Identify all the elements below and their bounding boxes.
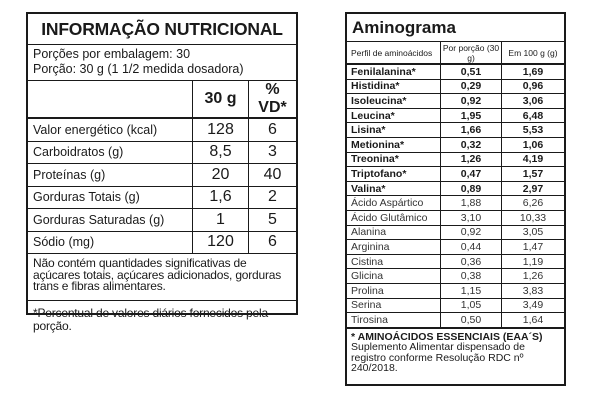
aminogram-panel [345,12,566,386]
nutrient-amount: 120 [193,231,249,254]
aminoacid-row [347,64,564,79]
nutrition-row [28,141,296,164]
aminoacid-name: Tirosina [347,313,441,328]
aminoacid-per100g: 1,19 [502,254,565,269]
nutrient-vd: 3 [249,141,297,164]
servings-per-package: Porções por embalagem: 30 [33,47,191,61]
header-blank [28,81,193,118]
aminoacid-per100g: 2,97 [502,181,565,196]
registration-footnote: Suplemento Alimentar dispensado de registro conforme Resolução RDC nº 240/2018. [351,341,525,375]
aminoacid-per100g: 1,57 [502,167,565,182]
aminoacid-portion: 0,36 [441,254,502,269]
aminoacid-name: Lisina* [347,123,441,138]
vd-note: *Percentual de valores diários fornecidos pela porção. [33,306,268,333]
aminoacid-row [347,298,564,313]
aminoacid-per100g: 1,26 [502,269,565,284]
aminoacid-portion: 0,92 [441,94,502,109]
nutrient-label: Sódio (mg) [28,231,193,254]
aminoacid-portion: 0,50 [441,313,502,328]
aminoacid-name: Leucina* [347,108,441,123]
aminoacid-row [347,240,564,255]
header-profile: Perfil de aminoácidos [347,42,441,64]
aminoacid-row [347,313,564,328]
nutrient-vd: 2 [249,186,297,209]
aminoacid-portion: 0,32 [441,137,502,152]
header-amount: 30 g [193,81,249,118]
nutrition-row [28,231,296,254]
aminoacid-name: Ácido Aspártico [347,196,441,211]
aminoacid-name: Serina [347,298,441,313]
aminoacid-per100g: 10,33 [502,210,565,225]
aminoacid-portion: 1,05 [441,298,502,313]
aminoacid-portion: 1,88 [441,196,502,211]
aminogram-table [347,42,564,329]
aminoacid-row [347,196,564,211]
nutrient-amount: 1,6 [193,186,249,209]
aminogram-footnotes [347,329,564,374]
aminoacid-portion: 1,66 [441,123,502,138]
aminoacid-per100g: 1,64 [502,313,565,328]
aminoacid-name: Arginina [347,240,441,255]
aminoacid-row [347,283,564,298]
aminoacid-row [347,79,564,94]
aminoacid-name: Prolina [347,283,441,298]
aminoacid-row [347,254,564,269]
aminoacid-row [347,152,564,167]
aminoacid-portion: 0,47 [441,167,502,182]
aminoacid-per100g: 1,47 [502,240,565,255]
aminoacid-portion: 0,89 [441,181,502,196]
header-portion: Por porção (30 g) [441,42,502,64]
aminoacid-per100g: 4,19 [502,152,565,167]
aminoacid-row [347,94,564,109]
aminogram-title: Aminograma [347,14,564,42]
aminoacid-per100g: 3,49 [502,298,565,313]
aminoacid-row [347,167,564,182]
aminoacid-per100g: 6,48 [502,108,565,123]
aminoacid-name: Triptofano* [347,167,441,182]
nutrient-amount: 128 [193,118,249,141]
aminoacid-name: Fenilalanina* [347,64,441,79]
insignificant-note: Não contém quantidades significativas de açúcares totais, açúcares adicionados, gorduras trans e fibras alimentares. [28,254,296,301]
aminoacid-per100g: 5,53 [502,123,565,138]
nutrient-label: Carboidratos (g) [28,141,193,164]
aminoacid-per100g: 3,83 [502,283,565,298]
aminoacid-name: Alanina [347,225,441,240]
aminoacid-portion: 0,44 [441,240,502,255]
aminoacid-portion: 3,10 [441,210,502,225]
aminoacid-per100g: 1,69 [502,64,565,79]
nutrition-row [28,209,296,232]
aminoacid-row [347,269,564,284]
aminoacid-per100g: 1,06 [502,137,565,152]
aminoacid-name: Ácido Glutâmico [347,210,441,225]
nutrient-vd: 40 [249,164,297,187]
aminoacid-name: Isoleucina* [347,94,441,109]
aminoacid-portion: 1,26 [441,152,502,167]
nutrient-label: Gorduras Saturadas (g) [28,209,193,232]
aminoacid-portion: 0,51 [441,64,502,79]
aminoacid-name: Cistina [347,254,441,269]
aminoacid-row [347,181,564,196]
portion-size: Porção: 30 g (1 1/2 medida dosadora) [33,61,244,76]
aminoacid-name: Treonina* [347,152,441,167]
aminoacid-row [347,123,564,138]
nutrition-facts-panel [26,12,298,333]
aminoacid-name: Metionina* [347,137,441,152]
nutrient-vd: 6 [249,231,297,254]
aminoacid-portion: 1,95 [441,108,502,123]
aminoacid-row [347,225,564,240]
eaa-footnote: * AMINOÁCIDOS ESSENCIAIS (EAA´S) [351,330,543,343]
aminoacid-portion: 0,29 [441,79,502,94]
nutrition-row [28,186,296,209]
nutrition-table [28,81,296,254]
aminoacid-portion: 1,15 [441,283,502,298]
serving-info [28,45,296,81]
aminoacid-name: Glicina [347,269,441,284]
nutrition-row [28,164,296,187]
aminoacid-per100g: 6,26 [502,196,565,211]
aminoacid-per100g: 0,96 [502,79,565,94]
aminoacid-row [347,108,564,123]
aminoacid-portion: 0,38 [441,269,502,284]
aminoacid-row [347,137,564,152]
nutrient-amount: 20 [193,164,249,187]
nutrition-title: INFORMAÇÃO NUTRICIONAL [28,14,296,45]
aminoacid-per100g: 3,06 [502,94,565,109]
aminoacid-per100g: 3,05 [502,225,565,240]
aminoacid-name: Histidina* [347,79,441,94]
aminoacid-portion: 0,92 [441,225,502,240]
header-vd: % VD* [249,81,297,118]
aminogram-header-row [347,42,564,64]
aminoacid-name: Valina* [347,181,441,196]
aminoacid-row [347,210,564,225]
nutrient-vd: 5 [249,209,297,232]
nutrition-header-row [28,81,296,118]
header-per100: Em 100 g (g) [502,42,565,64]
nutrient-amount: 1 [193,209,249,232]
nutrient-label: Gorduras Totais (g) [28,186,193,209]
nutrition-row [28,118,296,141]
nutrient-label: Proteínas (g) [28,164,193,187]
nutrient-label: Valor energético (kcal) [28,118,193,141]
nutrient-vd: 6 [249,118,297,141]
nutrient-amount: 8,5 [193,141,249,164]
